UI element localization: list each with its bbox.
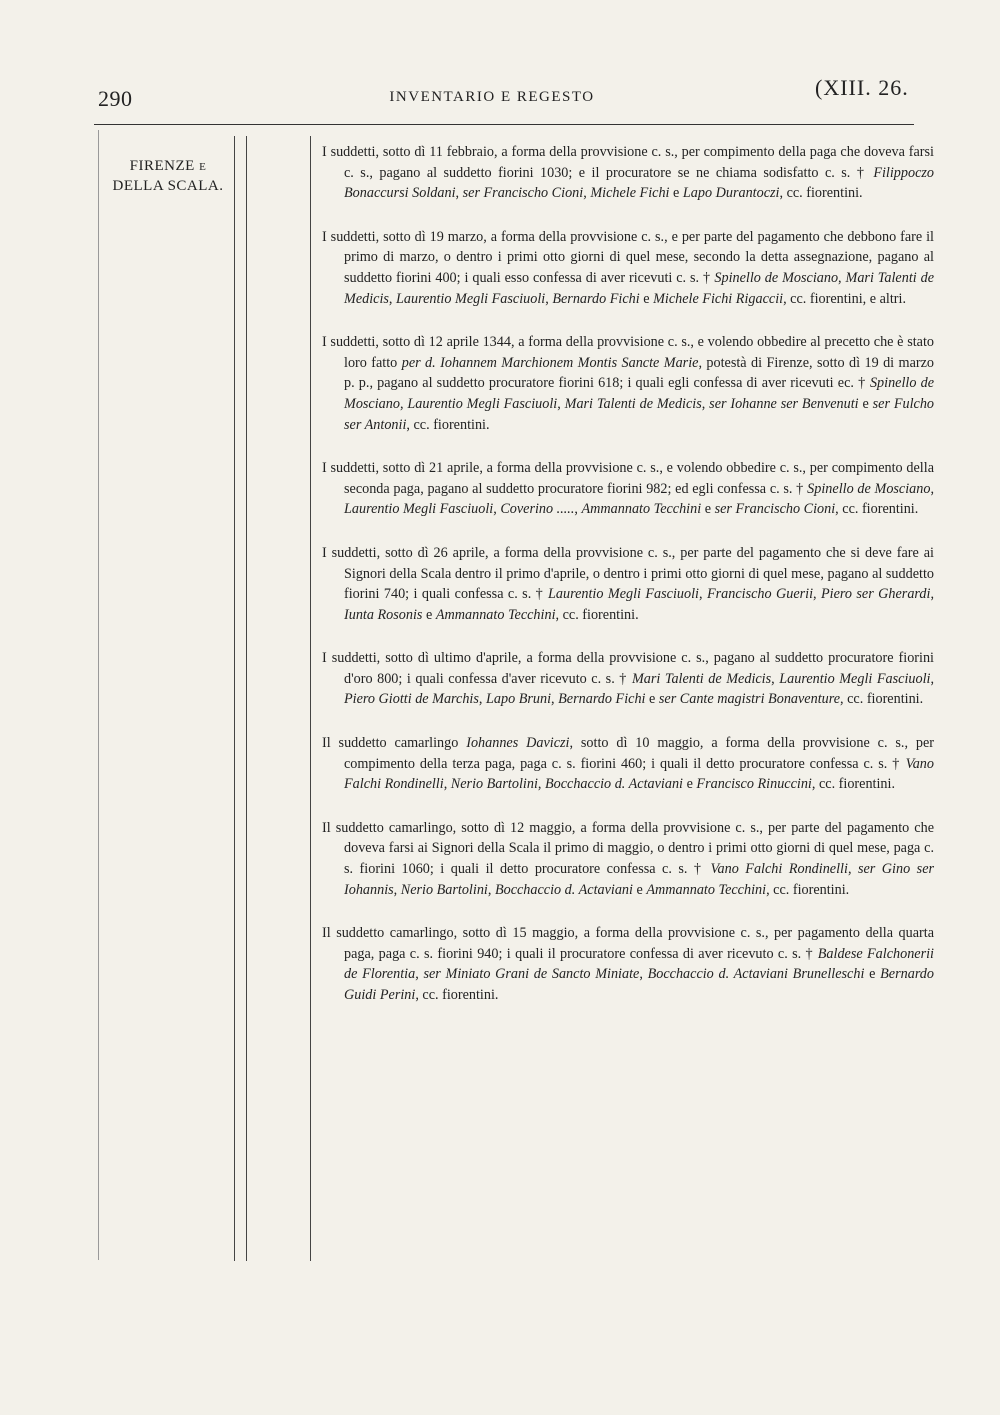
entry-name-italic: Spinello de Mosciano	[807, 480, 931, 497]
margin-heading-conjunction: E	[199, 161, 207, 173]
entry-text: e	[701, 501, 715, 518]
entry-text: ,	[493, 501, 501, 518]
entry-text: ,	[813, 586, 821, 603]
entry-name-italic: Coverino .....	[500, 501, 575, 518]
entry-text: , cc. fiorentini.	[406, 416, 490, 433]
section-reference: (XIII. 26.	[815, 75, 909, 100]
entry-name-italic: Lapo Bruni	[486, 691, 552, 708]
column-rule-outer	[98, 130, 99, 1260]
register-entry	[322, 458, 934, 520]
entry-name-italic: ser Iohanne ser Benvenuti	[709, 395, 859, 412]
entry-name-italic: Francischo Guerii	[706, 586, 814, 603]
entry-text: ,	[478, 691, 486, 708]
entry-name-italic: Bernardo Guidi Perini	[344, 966, 934, 1003]
entry-name-italic: Mari Talenti de Medicis	[344, 269, 935, 307]
entry-name-italic: ser Francischo Cioni	[462, 185, 584, 202]
register-entry	[322, 332, 934, 435]
entry-text: ,	[930, 670, 935, 687]
entry-text: ,	[487, 881, 495, 898]
entry-text: , cc. fiorentini.	[555, 606, 639, 623]
entry-text: I suddetti, sotto dì 19 marzo, a forma della provvisione c. s., e per parte del pagamento che debbono fare il primo di marzo, o dentro i primi otto giorni di quel mese, secondo la detta assegnazione, pagano al suddetto fiorini 400; i quali esso confessa di aver ricevuti c. s. †	[322, 228, 934, 286]
entry-text: ,	[443, 776, 451, 793]
entry-name-italic: Baldese Falchonerii de Florentia	[344, 945, 934, 983]
entry-text: e	[422, 606, 436, 623]
entry-text: Il suddetto camarlingo, sotto dì 12 maggio, a forma della provvisione c. s., per parte del pagamento che doveva farsi ai Signori della Scala il primo di maggio, o dentro i primi otto giorni di quel mese, paga c. s. fiorini 1060; i quali il detto procuratore confessa c. s. †	[322, 819, 934, 878]
entry-text: ,	[930, 586, 934, 603]
entry-name-italic: Nerio Bartolini	[450, 776, 538, 793]
entry-text: ,	[551, 691, 559, 708]
entry-text: ,	[701, 395, 710, 412]
entry-text: ,	[557, 395, 565, 412]
entry-name-italic: Laurentio Megli Fasciuoli	[396, 290, 546, 307]
entry-text: e	[669, 185, 683, 202]
register-entry	[322, 923, 934, 1005]
entry-name-italic: Mari Talenti de Medicis	[564, 395, 702, 412]
entry-text: I suddetti, sotto dì 21 aprile, a forma della provvisione c. s., e volendo obbedire c. s., per compimento della seconda paga, pagano al suddetto procuratore fiorini 982; ed egli confessa c. s. †	[322, 460, 934, 497]
entry-text: , cc. fiorentini.	[811, 776, 895, 793]
entry-text: ,	[393, 881, 401, 898]
entry-name-italic: Francisco Rinuccini	[696, 776, 812, 793]
entry-name-italic: Vano Falchi Rondinelli	[344, 755, 934, 793]
entry-name-italic: Lapo Durantoczi	[682, 185, 780, 202]
column-rule-text	[310, 136, 311, 1261]
entry-text: I suddetti, sotto dì 12 aprile 1344, a forma della provvisione c. s., e volendo obbedire al precetto che è stato loro fatto	[322, 334, 934, 371]
column-rule-inner	[246, 136, 247, 1261]
entry-name-italic: Laurentio Megli Fasciuoli	[407, 395, 558, 412]
margin-heading	[98, 157, 238, 196]
entry-name-italic: Ammannato Tecchini	[435, 606, 556, 623]
entry-name-italic: ser Cante magistri Bonaventure	[658, 691, 841, 708]
entry-name-italic: Iunta Rosonis	[344, 606, 423, 623]
entry-name-italic: Piero Giotti de Marchis	[344, 691, 479, 708]
register-entry	[322, 648, 934, 710]
entry-text: , potestà di Firenze, sotto dì 19 di marzo p. p., pagano al suddetto procuratore fiorini 618; i quali egli confessa di aver ricevuti ec. †	[344, 354, 934, 392]
running-title-text: INVENTARIO E REGESTO	[389, 89, 595, 105]
entry-text: ,	[698, 586, 707, 603]
entry-name-italic: Michele Fichi Rigaccii	[653, 290, 784, 307]
entry-text: , cc. fiorentini.	[766, 881, 850, 898]
entry-name-italic: Ammannato Tecchini	[581, 501, 702, 518]
entry-name-italic: Bernardo Fichi	[552, 290, 640, 307]
entry-text: I suddetti, sotto dì 26 aprile, a forma della provvisione c. s., per parte del pagamento che si deve fare ai Signori della Scala dentro il primo d'aprile, o dentro i primi otto giorni di quel mese, pagano al suddetto fiorini 740; i quali confessa c. s. †	[322, 544, 934, 603]
register-entry	[322, 818, 934, 900]
entry-name-italic: ser Gino ser Iohannis	[344, 861, 935, 898]
entry-name-italic: Spinello de Mosciano	[344, 375, 935, 412]
entry-name-italic: Vano Falchi Rondinelli	[710, 861, 848, 878]
entry-text: e	[639, 290, 654, 307]
entry-text: e	[864, 966, 881, 983]
entry-text: , sotto dì 10 maggio, a forma della provvisione c. s., per compimento della terza paga, paga c. s. fiorini 460; i quali il detto procuratore confessa c. s. †	[344, 735, 934, 772]
margin-heading-line1: FIRENZE	[129, 158, 195, 174]
entry-text: ,	[537, 776, 545, 793]
entry-name-italic: Filippoczo Bonaccursi Soldani	[344, 164, 934, 202]
register-entry	[322, 227, 934, 309]
entry-name-italic: Piero ser Gherardi	[821, 586, 931, 603]
entry-name-italic: Iohannes Daviczi	[466, 735, 570, 752]
entry-text: , cc. fiorentini.	[415, 987, 499, 1003]
entry-text: , cc. fiorentini, e altri.	[783, 290, 906, 307]
register-entries	[322, 142, 934, 1029]
register-entry	[322, 733, 934, 795]
entry-text: I suddetti, sotto dì ultimo d'aprile, a forma della provvisione c. s., pagano al suddetto procuratore fiorini d'oro 800; i quali confessa d'aver ricevuto c. s. †	[322, 650, 934, 687]
entry-text: ,	[574, 501, 582, 518]
entry-text: , cc. fiorentini.	[779, 185, 863, 202]
entry-text: ,	[930, 480, 935, 497]
entry-name-italic: Mari Talenti de Medicis	[631, 670, 772, 687]
entry-name-italic: Spinello de Mosciano	[714, 269, 839, 286]
entry-name-italic: Bernardo Fichi	[558, 691, 646, 708]
entry-text: Il suddetto camarlingo, sotto dì 15 maggio, a forma della provvisione c. s., per pagamento della quarta paga, paga c. s. fiorini 940; i quali il procuratore confessa di aver ricevuto c. s. †	[322, 925, 934, 962]
register-entry	[322, 142, 934, 204]
entry-text: , cc. fiorentini.	[835, 501, 919, 518]
entry-text: ,	[399, 395, 408, 412]
entry-name-italic: Laurentio Megli Fasciuoli	[779, 670, 931, 687]
column-rule-margin	[234, 136, 235, 1261]
entry-name-italic: Bocchaccio d. Actaviani	[544, 776, 684, 793]
entry-text: ,	[847, 861, 858, 878]
entry-name-italic: ser Francischo Cioni	[714, 501, 836, 518]
margin-heading-line2: DELLA SCALA.	[112, 178, 224, 194]
entry-text: ,	[771, 670, 780, 687]
entry-name-italic: Bocchaccio d. Actaviani Brunelleschi	[647, 966, 865, 983]
entry-name-italic: Ammannato Tecchini	[646, 881, 767, 898]
entry-name-italic: Laurentio Megli Fasciuoli	[344, 501, 494, 518]
entry-text: ,	[455, 185, 463, 202]
entry-text: ,	[583, 185, 591, 202]
entry-text: e	[632, 881, 647, 898]
header-rule	[94, 124, 914, 125]
entry-name-italic: Bocchaccio d. Actaviani	[494, 881, 633, 898]
entry-name-italic: ser Fulcho ser Antonii	[344, 395, 935, 433]
entry-text: ,	[838, 269, 846, 286]
page-number: 290	[98, 86, 133, 111]
entry-text: ,	[545, 290, 553, 307]
entry-text: I suddetti, sotto dì 11 febbraio, a forma della provvisione c. s., per compimento della paga che doveva farsi c. s., pagano al suddetto fiorini 1030; e il procuratore se ne chiama sodisfatto c. s. †	[322, 144, 934, 181]
entry-text: ,	[415, 966, 424, 983]
entry-text: ,	[639, 966, 648, 983]
entry-name-italic: ser Miniato Grani de Sancto Miniate	[423, 966, 640, 983]
entry-name-italic: per d. Iohannem Marchionem Montis Sancte Marie	[401, 354, 699, 371]
register-entry	[322, 543, 934, 625]
entry-text: e	[858, 395, 873, 412]
entry-name-italic: Michele Fichi	[590, 185, 670, 202]
entry-text: e	[645, 691, 659, 708]
entry-name-italic: Laurentio Megli Fasciuoli	[548, 586, 699, 603]
entry-text: ,	[388, 290, 397, 307]
entry-text: e	[683, 776, 697, 793]
entry-name-italic: Nerio Bartolini	[400, 881, 488, 898]
entry-text: , cc. fiorentini.	[840, 691, 924, 708]
entry-text: Il suddetto camarlingo	[322, 735, 467, 752]
